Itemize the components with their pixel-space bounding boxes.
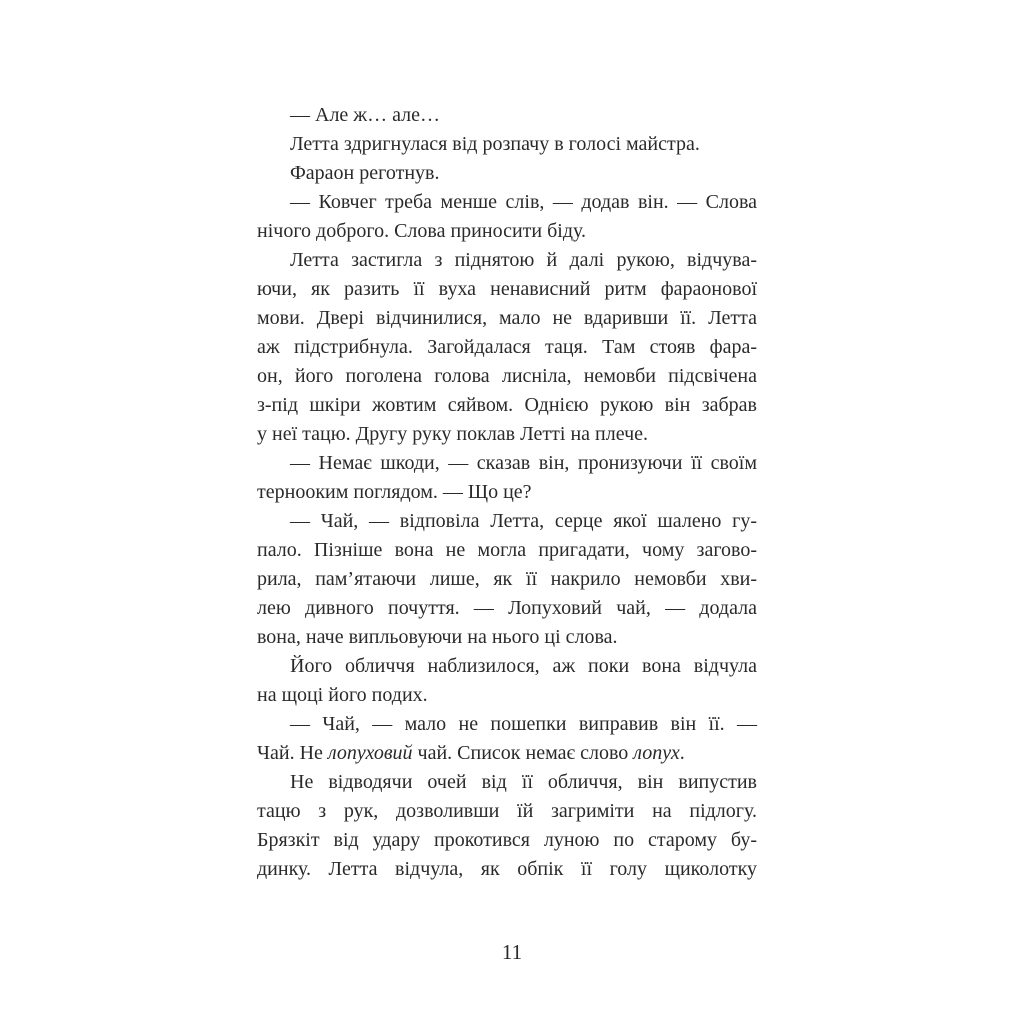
text-segment: Брязкіт від удару прокотився луною по старому бу- xyxy=(257,829,757,851)
text-segment: — Чай, — мало не пошепки виправив він її. — xyxy=(290,713,757,735)
text-line xyxy=(257,478,757,507)
text-segment: — Ковчег треба менше слів, — додав він. — Слова xyxy=(290,191,757,213)
text-segment: чай. Список немає слово xyxy=(412,742,634,764)
italic-text: лопуховий xyxy=(327,742,413,764)
text-line xyxy=(257,130,757,159)
text-segment: лею дивного почуття. — Лопуховий чай, — додала xyxy=(257,597,757,619)
text-segment: Чай. Не xyxy=(257,742,328,764)
text-line xyxy=(257,768,757,797)
book-page-text xyxy=(257,101,757,884)
text-line xyxy=(257,710,757,739)
text-segment: — Чай, — відповіла Летта, серце якої шалено гу- xyxy=(290,510,757,532)
text-line xyxy=(257,101,757,130)
text-segment: мови. Двері відчинилися, мало не вдаривши її. Летта xyxy=(257,307,757,329)
text-line xyxy=(257,565,757,594)
text-segment: Не відводячи очей від її обличчя, він випустив xyxy=(290,771,757,793)
text-line xyxy=(257,188,757,217)
text-segment: — Немає шкоди, — сказав він, пронизуючи її своїм xyxy=(290,452,757,474)
text-segment: Його обличчя наблизилося, аж поки вона відчула xyxy=(290,655,757,677)
text-segment: на щоці його подих. xyxy=(257,684,428,706)
text-line xyxy=(257,652,757,681)
text-segment: Летта застигла з піднятою й далі рукою, відчува- xyxy=(290,249,757,271)
text-segment: Летта здригнулася від розпачу в голосі майстра. xyxy=(290,133,700,155)
text-segment: ючи, як разить її вуха ненависний ритм фараонової xyxy=(257,278,757,300)
text-line xyxy=(257,391,757,420)
text-line xyxy=(257,304,757,333)
text-segment: тацю з рук, дозволивши їй загриміти на підлогу. xyxy=(257,800,757,822)
text-line xyxy=(257,420,757,449)
text-segment: тернооким поглядом. — Що це? xyxy=(257,481,532,503)
text-line xyxy=(257,246,757,275)
text-line xyxy=(257,449,757,478)
text-line xyxy=(257,855,757,884)
text-segment: он, його поголена голова лисніла, немовби підсвічена xyxy=(257,365,757,387)
text-segment: — Але ж… але… xyxy=(290,104,441,126)
text-segment: аж підстрибнула. Загойдалася таця. Там стояв фара- xyxy=(257,336,757,358)
text-segment: пало. Пізніше вона не могла пригадати, чому загово- xyxy=(257,539,757,561)
text-line xyxy=(257,333,757,362)
text-segment: з-під шкіри жовтим сяйвом. Однією рукою він забрав xyxy=(257,394,757,416)
text-line xyxy=(257,159,757,188)
text-segment: у неї тацю. Другу руку поклав Летті на плече. xyxy=(257,423,649,445)
text-line xyxy=(257,362,757,391)
text-segment: вона, наче випльовуючи на нього ці слова. xyxy=(257,626,618,648)
italic-text: лопух xyxy=(633,742,680,764)
text-line xyxy=(257,739,757,768)
text-segment: рила, пам’ятаючи лише, як її накрило немовби хви- xyxy=(257,568,757,590)
text-line xyxy=(257,681,757,710)
text-line xyxy=(257,797,757,826)
text-line xyxy=(257,275,757,304)
text-line xyxy=(257,623,757,652)
text-segment: динку. Летта відчула, як обпік її голу щиколотку xyxy=(257,858,757,880)
text-segment: Фараон реготнув. xyxy=(290,162,440,184)
text-line xyxy=(257,594,757,623)
text-line xyxy=(257,826,757,855)
text-line xyxy=(257,507,757,536)
text-line xyxy=(257,536,757,565)
text-segment: . xyxy=(679,742,685,764)
text-line xyxy=(257,217,757,246)
text-segment: нічого доброго. Слова приносити біду. xyxy=(257,220,586,242)
page-number: 11 xyxy=(501,940,523,964)
